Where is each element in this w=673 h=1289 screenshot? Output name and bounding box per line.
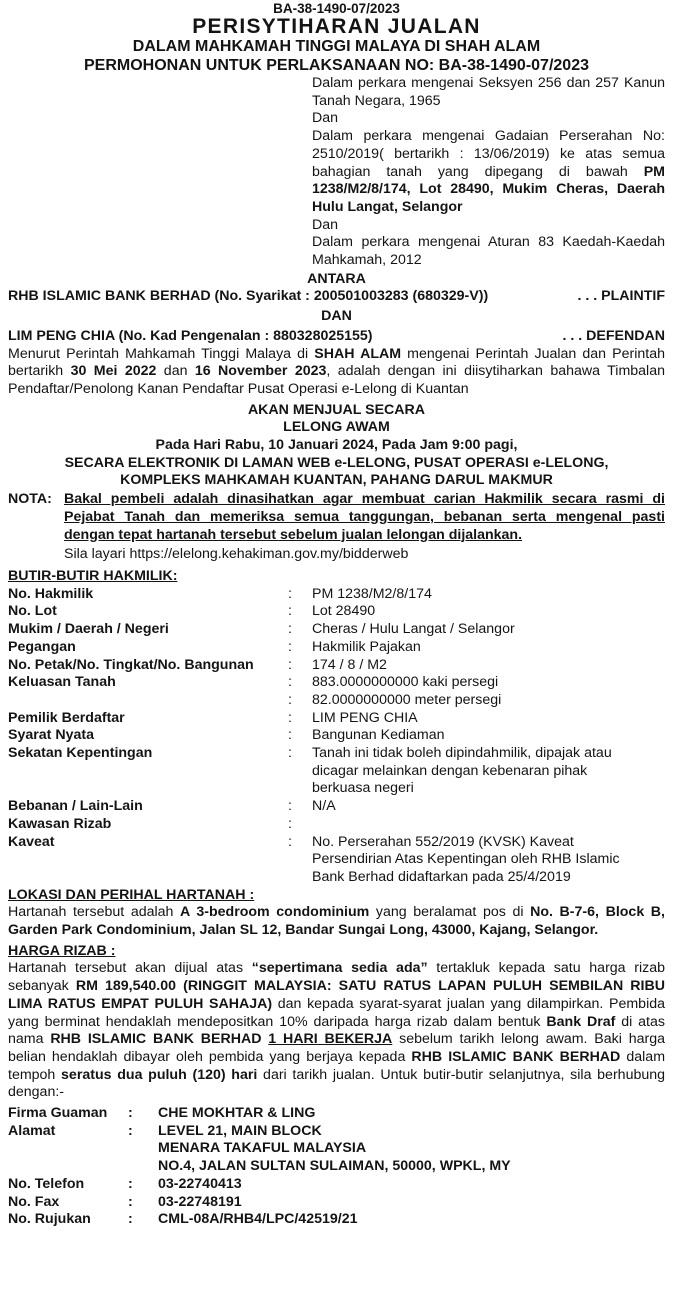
title-detail-row	[8, 727, 665, 745]
intro-court-location: SHAH ALAM	[314, 345, 402, 362]
auction-venue-1: SECARA ELEKTRONIK DI LAMAN WEB e-LELONG, PUSAT OPERASI e-LELONG,	[64, 454, 609, 471]
reference-number: CML-08A/RHB4/LPC/42519/21	[158, 1211, 358, 1228]
title-detail-row	[8, 710, 665, 728]
nota-label: NOTA:	[8, 491, 52, 508]
title-detail-value: PM 1238/M2/8/174	[312, 585, 432, 602]
contact-firm-row	[8, 1105, 665, 1123]
colon: :	[128, 1122, 133, 1139]
reserve-text-2: tertakluk kepada satu harga rizab sebanyak	[8, 960, 665, 995]
colon: :	[128, 1175, 133, 1192]
title-detail-label: Kawasan Rizab	[8, 815, 112, 832]
title-detail-label: No. Petak/No. Tingkat/No. Bangunan	[8, 656, 254, 673]
auction-date: Pada Hari Rabu, 10 Januari 2024, Pada Jam 9:00 pagi,	[155, 437, 518, 454]
contact-fax-row	[8, 1194, 665, 1212]
title-detail-label: Mukim / Daerah / Negeri	[8, 621, 169, 638]
title-detail-row	[8, 586, 665, 604]
matter-dan-2: Dan	[312, 216, 339, 233]
reserve-price-heading: HARGA RIZAB :	[8, 942, 116, 959]
colon: :	[288, 798, 292, 815]
colon: :	[288, 603, 292, 620]
title-detail-value: 174 / 8 / M2	[312, 656, 387, 673]
title-detail-label: Bebanan / Lain-Lain	[8, 798, 143, 815]
reserve-text-3: dan kepada syarat-syarat jualan yang dilampirkan. Pembida yang berminat hendaklah mendepositkan 10% daripada harga rizab dalam bentuk	[8, 995, 666, 1030]
reserve-text-6: sebelum tarikh lelong awam. Baki harga belian hendaklah dibayar oleh pembida yang berjaya kepada	[8, 1031, 666, 1065]
title-detail-value	[312, 816, 665, 834]
intro-text-3: dan	[156, 363, 195, 380]
reserve-payment-period: seratus dua puluh (120) hari	[61, 1066, 258, 1083]
fax-label: No. Fax	[8, 1193, 60, 1210]
title-detail-row	[8, 692, 665, 710]
title-detail-value: No. Perserahan 552/2019 (KVSK) Kaveat Persendirian Atas Kepentingan oleh RHB Islamic Bank Berhad didaftarkan pada 25/4/2019	[312, 833, 620, 885]
location-heading: LOKASI DAN PERIHAL HARTANAH :	[8, 886, 255, 903]
title-detail-value: Lot 28490	[312, 603, 376, 620]
defendant-role: . . . DEFENDAN	[562, 327, 665, 344]
auction-venue-2: KOMPLEKS MAHKAMAH KUANTAN, PAHANG DARUL MAKMUR	[120, 472, 553, 489]
reserve-bank-draft: Bank Draf	[546, 1013, 616, 1030]
plaintiff-name: RHB ISLAMIC BANK BERHAD (No. Syarikat : 200501003283 (680329-V))	[8, 288, 489, 305]
firm-name: CHE MOKHTAR & LING	[158, 1105, 316, 1122]
title-detail-row	[8, 798, 665, 816]
firm-label: Firma Guaman	[8, 1105, 108, 1122]
address-value	[158, 1123, 665, 1176]
address-line-3: NO.4, JALAN SULTAN SULAIMAN, 50000, WPKL, MY	[158, 1158, 511, 1175]
colon: :	[288, 585, 292, 602]
reserve-amount: RM 189,540.00 (RINGGIT MALAYSIA: SATU RATUS LAPAN PULUH SEMBILAN RIBU LIMA RATUS EMPAT PULUH SAHAJA)	[8, 978, 665, 1012]
colon: :	[288, 656, 292, 673]
nota-text: Bakal pembeli adalah dinasihatkan agar membuat carian Hakmilik secara rasmi di Pejabat Tanah dan memeriksa semua tanggungan, bebanan serta mengenal pasti dengan tepat hartanah tersebut sebelum jualan lelongan dijalankan.	[64, 491, 665, 543]
property-title-reference: PM 1238/M2/8/174, Lot 28490, Mukim Cheras, Daerah Hulu Langat, Selangor	[312, 163, 665, 215]
title-detail-row	[8, 816, 665, 834]
title-detail-value: Bangunan Kediaman	[312, 727, 445, 744]
address-line-2: MENARA TAKAFUL MALAYSIA	[158, 1140, 367, 1157]
court-name: DALAM MAHKAMAH TINGGI MALAYA DI SHAH ALAM	[132, 38, 541, 55]
address-label: Alamat	[8, 1122, 56, 1139]
telephone-label: No. Telefon	[8, 1175, 85, 1192]
defendant-name: LIM PENG CHIA (No. Kad Pengenalan : 880328025155)	[8, 327, 373, 344]
matter-paragraph-3: Dalam perkara mengenai Aturan 83 Kaedah-Kaedah Mahkamah, 2012	[312, 234, 665, 269]
matter-paragraph-2-text: Dalam perkara mengenai Gadaian Perserahan No: 2510/2019( bertarikh : 13/06/2019) ke atas semua bahagian tanah yang dipegang di bawah	[312, 128, 665, 180]
title-detail-value: Cheras / Hulu Langat / Selangor	[312, 621, 515, 638]
location-text-1: Hartanah tersebut adalah	[8, 904, 181, 921]
reserve-text-1: Hartanah tersebut akan dijual atas	[8, 960, 252, 977]
title-details-table	[8, 586, 665, 887]
title-detail-label: Keluasan Tanah	[8, 674, 116, 691]
title-detail-row	[8, 745, 665, 798]
defendant-line	[8, 328, 665, 346]
title-detail-label: Syarat Nyata	[8, 727, 94, 744]
reserve-text-4: di atas nama	[8, 1013, 665, 1048]
title-detail-label: Sekatan Kepentingan	[8, 745, 153, 762]
reserve-price-paragraph	[8, 960, 665, 1102]
colon: :	[288, 674, 292, 691]
reserve-text-7: dalam tempoh	[8, 1048, 666, 1083]
property-address: No. B-7-6, Block B, Garden Park Condominium, Jalan SL 12, Bandar Sungai Long, 43000, Kajang, Selangor.	[8, 904, 665, 939]
title-detail-row	[8, 603, 665, 621]
title-detail-value: 883.0000000000 kaki persegi	[312, 674, 499, 691]
fax-number: 03-22748191	[158, 1193, 242, 1210]
title-detail-row	[8, 621, 665, 639]
title-details-heading: BUTIR-BUTIR HAKMILIK:	[8, 567, 178, 584]
reserve-payee: RHB ISLAMIC BANK BERHAD	[50, 1031, 262, 1048]
contact-tel-row	[8, 1176, 665, 1194]
reference-label: No. Rujukan	[8, 1211, 91, 1228]
colon: :	[128, 1105, 133, 1122]
antara-label: ANTARA	[307, 270, 366, 287]
auction-type: LELONG AWAM	[283, 419, 390, 436]
title-detail-label	[8, 692, 288, 710]
colon: :	[288, 815, 292, 832]
colon: :	[288, 727, 292, 744]
title-detail-value: Hakmilik Pajakan	[312, 638, 421, 655]
title-detail-label: Pemilik Berdaftar	[8, 709, 125, 726]
reserve-as-is: “sepertimana sedia ada”	[251, 960, 428, 977]
nota-block	[8, 491, 665, 544]
dan-label: DAN	[321, 308, 352, 325]
colon: :	[128, 1211, 133, 1228]
colon: :	[128, 1193, 133, 1210]
plaintiff-role: . . . PLAINTIF	[577, 288, 665, 305]
title-detail-value: LIM PENG CHIA	[312, 709, 418, 726]
colon: :	[288, 745, 292, 762]
colon: :	[288, 709, 292, 726]
title-detail-row	[8, 834, 665, 887]
plaintiff-line	[8, 288, 665, 306]
title-detail-label: Pegangan	[8, 638, 76, 655]
case-number: BA-38-1490-07/2023	[273, 1, 400, 16]
colon: :	[288, 621, 292, 638]
application-number: PERMOHONAN UNTUK PERLAKSANAAN NO: BA-38-1490-07/2023	[84, 56, 589, 74]
title-detail-row	[8, 657, 665, 675]
title-detail-value: 82.0000000000 meter persegi	[312, 691, 502, 708]
auction-heading: AKAN MENJUAL SECARA	[247, 401, 426, 418]
title-detail-row	[8, 639, 665, 657]
contact-address-row	[8, 1123, 665, 1176]
matter-block	[312, 75, 665, 270]
title-detail-label: Kaveat	[8, 833, 55, 850]
contact-block	[8, 1105, 665, 1229]
property-type: A 3-bedroom condominium	[180, 904, 370, 921]
bidder-website-line: Sila layari https://elelong.kehakiman.gov.my/bidderweb	[64, 546, 409, 563]
intro-text-2: mengenai Perintah Jualan dan Perintah bertarikh	[8, 345, 666, 380]
title-detail-value: Tanah ini tidak boleh dipindahmilik, dipajak atau dicagar melainkan dengan kebenaran pihak berkuasa negeri	[312, 745, 612, 797]
address-line-1: LEVEL 21, MAIN BLOCK	[158, 1122, 322, 1139]
colon: :	[288, 638, 292, 655]
title-detail-label: No. Lot	[8, 603, 57, 620]
matter-dan-1: Dan	[312, 110, 339, 127]
intro-text-1: Menurut Perintah Mahkamah Tinggi Malaya di	[8, 345, 315, 362]
matter-paragraph-1: Dalam perkara mengenai Seksyen 256 dan 257 Kanun Tanah Negara, 1965	[312, 75, 665, 109]
sale-proclamation	[0, 1, 673, 1289]
contact-ref-row	[8, 1211, 665, 1229]
document-title: PERISYTIHARAN JUALAN	[192, 15, 481, 38]
location-text-2: yang beralamat pos di	[369, 904, 531, 921]
title-detail-row	[8, 674, 665, 692]
intro-text-4: , adalah dengan ini diisytiharkan bahawa Timbalan Pendaftar/Penolong Kanan Pendaftar Pusat Operasi e-Lelong di Kuantan	[8, 363, 665, 397]
reserve-text-8: dari tarikh jualan. Untuk butir-butir selanjutnya, sila berhubung dengan:-	[8, 1066, 666, 1101]
matter-paragraph-2	[312, 128, 665, 217]
intro-order-date-1: 30 Mei 2022	[70, 363, 157, 380]
colon: :	[288, 833, 292, 850]
intro-paragraph	[8, 346, 665, 399]
title-detail-label: No. Hakmilik	[8, 585, 94, 602]
location-paragraph	[8, 904, 665, 939]
title-detail-value: N/A	[312, 798, 336, 815]
telephone-number: 03-22740413	[158, 1175, 242, 1192]
colon: :	[288, 691, 292, 708]
reserve-balance-payee: RHB ISLAMIC BANK BERHAD	[411, 1048, 621, 1065]
intro-order-date-2: 16 November 2023	[194, 363, 327, 380]
reserve-deadline: 1 HARI BEKERJA	[268, 1031, 393, 1048]
